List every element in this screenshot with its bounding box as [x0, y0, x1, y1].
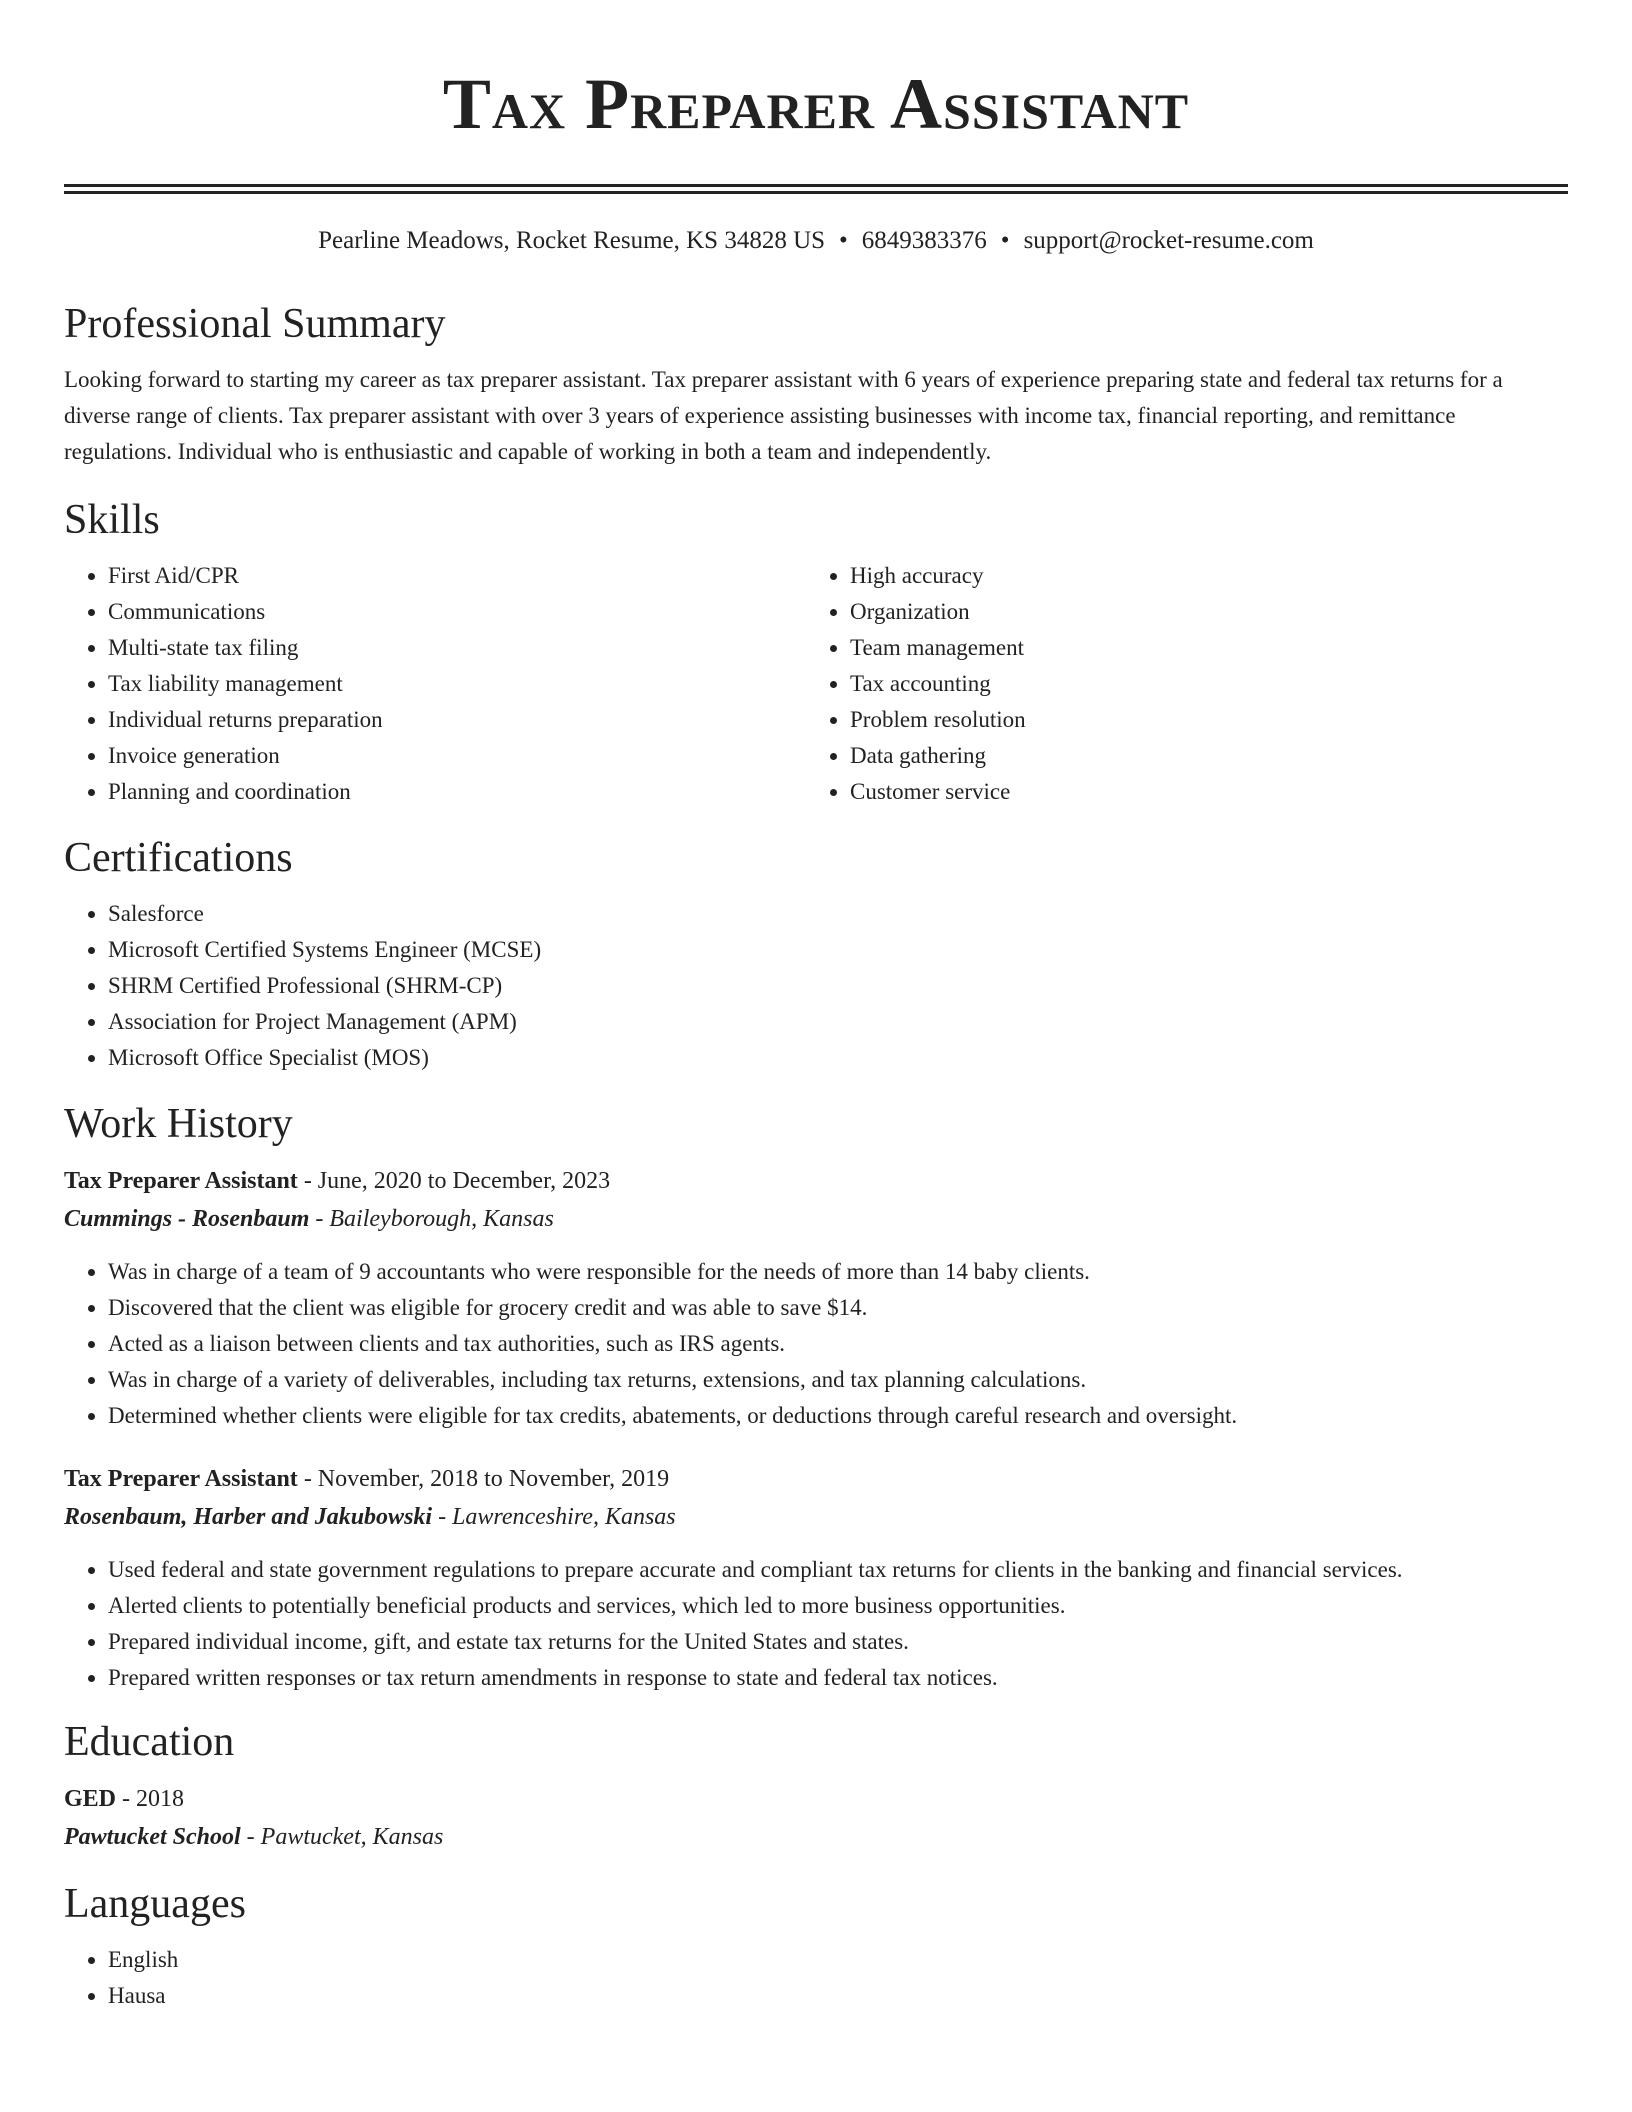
job-entry — [64, 1162, 1568, 1434]
education-degree: GED — [64, 1786, 117, 1812]
skill-item: • Tax accounting — [850, 666, 1548, 702]
job-dates: - June, 2020 to December, 2023 — [297, 1168, 611, 1194]
job-duty: • Determined whether clients were eligible for tax credits, abatements, or deductions through careful research and oversight. — [108, 1398, 1568, 1434]
job-duty: • Used federal and state government regulations to prepare accurate and compliant tax returns for clients in the banking and financial services. — [108, 1552, 1568, 1588]
education-school-line — [64, 1818, 1568, 1856]
job-duty: • Discovered that the client was eligible for grocery credit and was able to save $14. — [108, 1290, 1568, 1326]
job-duty: • Prepared individual income, gift, and estate tax returns for the United States and states. — [108, 1624, 1568, 1660]
job-header — [64, 1460, 1568, 1498]
job-entry — [64, 1460, 1568, 1696]
job-duty: • Was in charge of a team of 9 accountants who were responsible for the needs of more than 14 baby clients. — [108, 1254, 1568, 1290]
certification-item: • Association for Project Management (APM) — [108, 1004, 1568, 1040]
work-history-section — [64, 1098, 1568, 1696]
job-header — [64, 1162, 1568, 1200]
job-duty: • Was in charge of a variety of deliverables, including tax returns, extensions, and tax planning calculations. — [108, 1362, 1568, 1398]
summary-section — [64, 298, 1568, 470]
certifications-heading: Certifications — [64, 835, 293, 881]
job-duty: • Prepared written responses or tax return amendments in response to state and federal tax notices. — [108, 1660, 1568, 1696]
job-duties-list — [64, 1552, 1568, 1696]
skills-list-left — [64, 558, 806, 810]
job-duties-list — [64, 1254, 1568, 1434]
languages-heading: Languages — [64, 1881, 246, 1927]
certification-item: • Microsoft Office Specialist (MOS) — [108, 1040, 1568, 1076]
certification-item: • SHRM Certified Professional (SHRM-CP) — [108, 968, 1568, 1004]
certification-item: • Salesforce — [108, 896, 1568, 932]
contact-separator: • — [1000, 227, 1010, 254]
job-employer — [64, 1200, 1568, 1238]
job-duty: • Alerted clients to potentially beneficial products and services, which led to more business opportunities. — [108, 1588, 1568, 1624]
skill-item: • Customer service — [850, 774, 1548, 810]
job-company: Rosenbaum, Harber and Jakubowski — [64, 1504, 433, 1530]
skill-item: • First Aid/CPR — [108, 558, 806, 594]
skill-item: • Data gathering — [850, 738, 1548, 774]
languages-list — [64, 1942, 1568, 2014]
languages-section — [64, 1878, 1568, 2014]
education-section — [64, 1716, 1568, 1856]
education-year: - 2018 — [116, 1786, 185, 1812]
skill-item: • Team management — [850, 630, 1548, 666]
skills-list-right — [806, 558, 1548, 810]
resume-title: Tax Preparer Assistant — [442, 64, 1190, 144]
skills-section — [64, 494, 1568, 810]
skill-item: • High accuracy — [850, 558, 1548, 594]
job-title: Tax Preparer Assistant — [64, 1466, 298, 1492]
contact-email: support@rocket-resume.com — [1023, 227, 1314, 254]
education-degree-line — [64, 1780, 1568, 1818]
skill-item: • Tax liability management — [108, 666, 806, 702]
contact-phone: 6849383376 — [861, 227, 987, 254]
job-location: - Lawrenceshire, Kansas — [432, 1504, 676, 1530]
title-divider — [64, 184, 1568, 194]
job-employer — [64, 1498, 1568, 1536]
job-location: - Baileyborough, Kansas — [309, 1206, 554, 1232]
skill-item: • Organization — [850, 594, 1548, 630]
skill-item: • Planning and coordination — [108, 774, 806, 810]
certifications-section — [64, 832, 1568, 1076]
language-item: • Hausa — [108, 1978, 1568, 2014]
skill-item: • Multi-state tax filing — [108, 630, 806, 666]
skill-item: • Individual returns preparation — [108, 702, 806, 738]
education-school: Pawtucket School — [64, 1824, 241, 1850]
skills-columns — [64, 558, 1568, 810]
work-history-heading: Work History — [64, 1101, 293, 1147]
skill-item: • Invoice generation — [108, 738, 806, 774]
contact-line — [64, 224, 1568, 258]
skill-item: • Problem resolution — [850, 702, 1548, 738]
summary-heading: Professional Summary — [64, 301, 446, 347]
certifications-list — [64, 896, 1568, 1076]
education-heading: Education — [64, 1719, 235, 1765]
contact-separator: • — [839, 227, 848, 254]
contact-address: Pearline Meadows, Rocket Resume, KS 34828 US — [318, 227, 826, 254]
language-item: • English — [108, 1942, 1568, 1978]
skills-heading: Skills — [64, 497, 160, 543]
certification-item: • Microsoft Certified Systems Engineer (MCSE) — [108, 932, 1568, 968]
summary-text: Looking forward to starting my career as tax preparer assistant. Tax preparer assistant with 6 years of experience preparing state and federal tax returns for a diverse range of clients. Tax preparer assistant with over 3 years of experience assisting businesses with income tax, financial reporting, and remittance regulations. Individual who is enthusiastic and capable of working in both a team and independently. — [64, 367, 1503, 464]
job-title: Tax Preparer Assistant — [64, 1168, 298, 1194]
skill-item: • Communications — [108, 594, 806, 630]
job-dates: - November, 2018 to November, 2019 — [297, 1466, 670, 1492]
job-duty: • Acted as a liaison between clients and tax authorities, such as IRS agents. — [108, 1326, 1568, 1362]
education-location: - Pawtucket, Kansas — [240, 1824, 444, 1850]
job-company: Cummings - Rosenbaum — [64, 1206, 310, 1232]
